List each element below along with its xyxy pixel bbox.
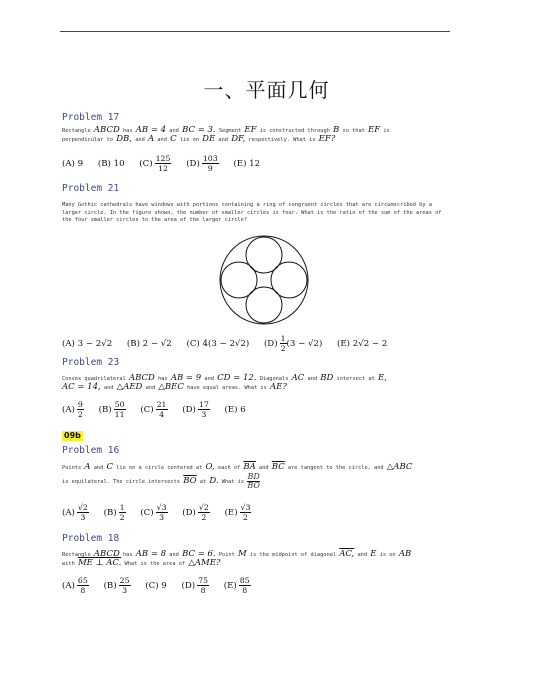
problem-17-statement: Rectangle ABCD has AB = 4 and BC = 3. Segment EF is constructed through B so that EF is perpendicular to DB, and A and C lie on DE and DF, respectively. What is EF? [62, 125, 390, 144]
large-circle [220, 236, 308, 324]
answer-a: (A) $\frac{9}{2}$ [62, 400, 83, 419]
answer-c: (C) $\frac{21}{4}$ [140, 400, 167, 419]
answer-d: (D) $\frac{75}{8}$ [181, 576, 209, 595]
answer-c: (C) 9 [145, 580, 167, 591]
highlight-tag: 09b [64, 431, 81, 440]
problem-23-title: Problem 23 [62, 357, 120, 368]
problem-16-title: Problem 16 [62, 445, 120, 456]
answer-e: (E) 12 [233, 158, 261, 169]
answer-b: (B) 2 − √2 [126, 338, 172, 349]
problem-18-answers [62, 576, 263, 595]
answer-d: (D) $\frac{17}{3}$ [182, 400, 209, 419]
problem-23-statement: Convex quadrilateral ABCD has AB = 9 and CD = 12. Diagonals AC and BD intersect at E, AC = 14, and △AED and △BEC have equal areas. What is AE? [62, 373, 387, 392]
answer-e: (E) $\frac{85}{8}$ [223, 576, 250, 595]
answer-b: (B) 10 [97, 158, 125, 169]
small-circle-left [221, 262, 257, 298]
top-rule [60, 31, 450, 32]
answer-a: (A) 9 [62, 158, 84, 169]
answer-a: (A) $\frac{√2}{3}$ [62, 503, 88, 522]
answer-a: (A) $\frac{65}{8}$ [62, 576, 88, 595]
answer-a: (A) 3 − 2√2 [62, 338, 113, 349]
answer-b: (B) $\frac{1}{2}$ [103, 503, 125, 522]
problem-21-answers [62, 334, 399, 353]
problem-23-answers [62, 400, 258, 419]
page-title: 一、平面几何 [203, 78, 330, 102]
problem-16-answers [62, 503, 263, 522]
problem-21-statement: Many Gothic cathedrals have windows with portions containing a ring of congruent circles that are circumscribed by a larger circle. In the figure shown, the number of smaller circles is four. What is the ratio of the sum of the areas of the four smaller circles to the area of the larger circle? [62, 202, 442, 224]
problem-17-answers [62, 154, 272, 173]
small-circle-right [271, 262, 307, 298]
answer-e: (E) 6 [224, 404, 246, 415]
answer-b: (B) $\frac{25}{3}$ [103, 576, 130, 595]
problem-18-statement: Rectangle ABCD has AB = 8 and BC = 6. Point M is the midpoint of diagonal AC, and E is on AB with ME ⊥ AC. What is the area of △AME? [62, 549, 412, 568]
problem-18-title: Problem 18 [62, 533, 120, 544]
answer-e: (E) $\frac{√3}{2}$ [224, 503, 251, 522]
answer-b: (B) $\frac{50}{11}$ [98, 400, 125, 419]
answer-e: (E) 2√2 − 2 [337, 338, 388, 349]
answer-d: (D) $\frac{103}{9}$ [186, 154, 218, 173]
problem-16-statement: Points A and C lie on a circle centered at O, each of $\overline{BA}$ and $\overline{BC}$ are tangent to the circle, and △ABC is equilateral. The circle intersects $\overline{BO}$ at D. What is $\frac{BD}{BO}$ [62, 462, 413, 490]
gothic-window-figure [217, 233, 311, 327]
answer-d: (D) $\frac{√2}{2}$ [182, 503, 209, 522]
answer-c: (C) 4(3 − 2√2) [186, 338, 250, 349]
answer-d: (D) $\frac{1}{2}$ (3 − √2) [263, 334, 323, 353]
problem-21-title: Problem 21 [62, 183, 120, 194]
problem-17-title: Problem 17 [62, 112, 120, 123]
answer-c: (C) $\frac{125}{12}$ [139, 154, 171, 173]
answer-c: (C) $\frac{√3}{3}$ [140, 503, 167, 522]
